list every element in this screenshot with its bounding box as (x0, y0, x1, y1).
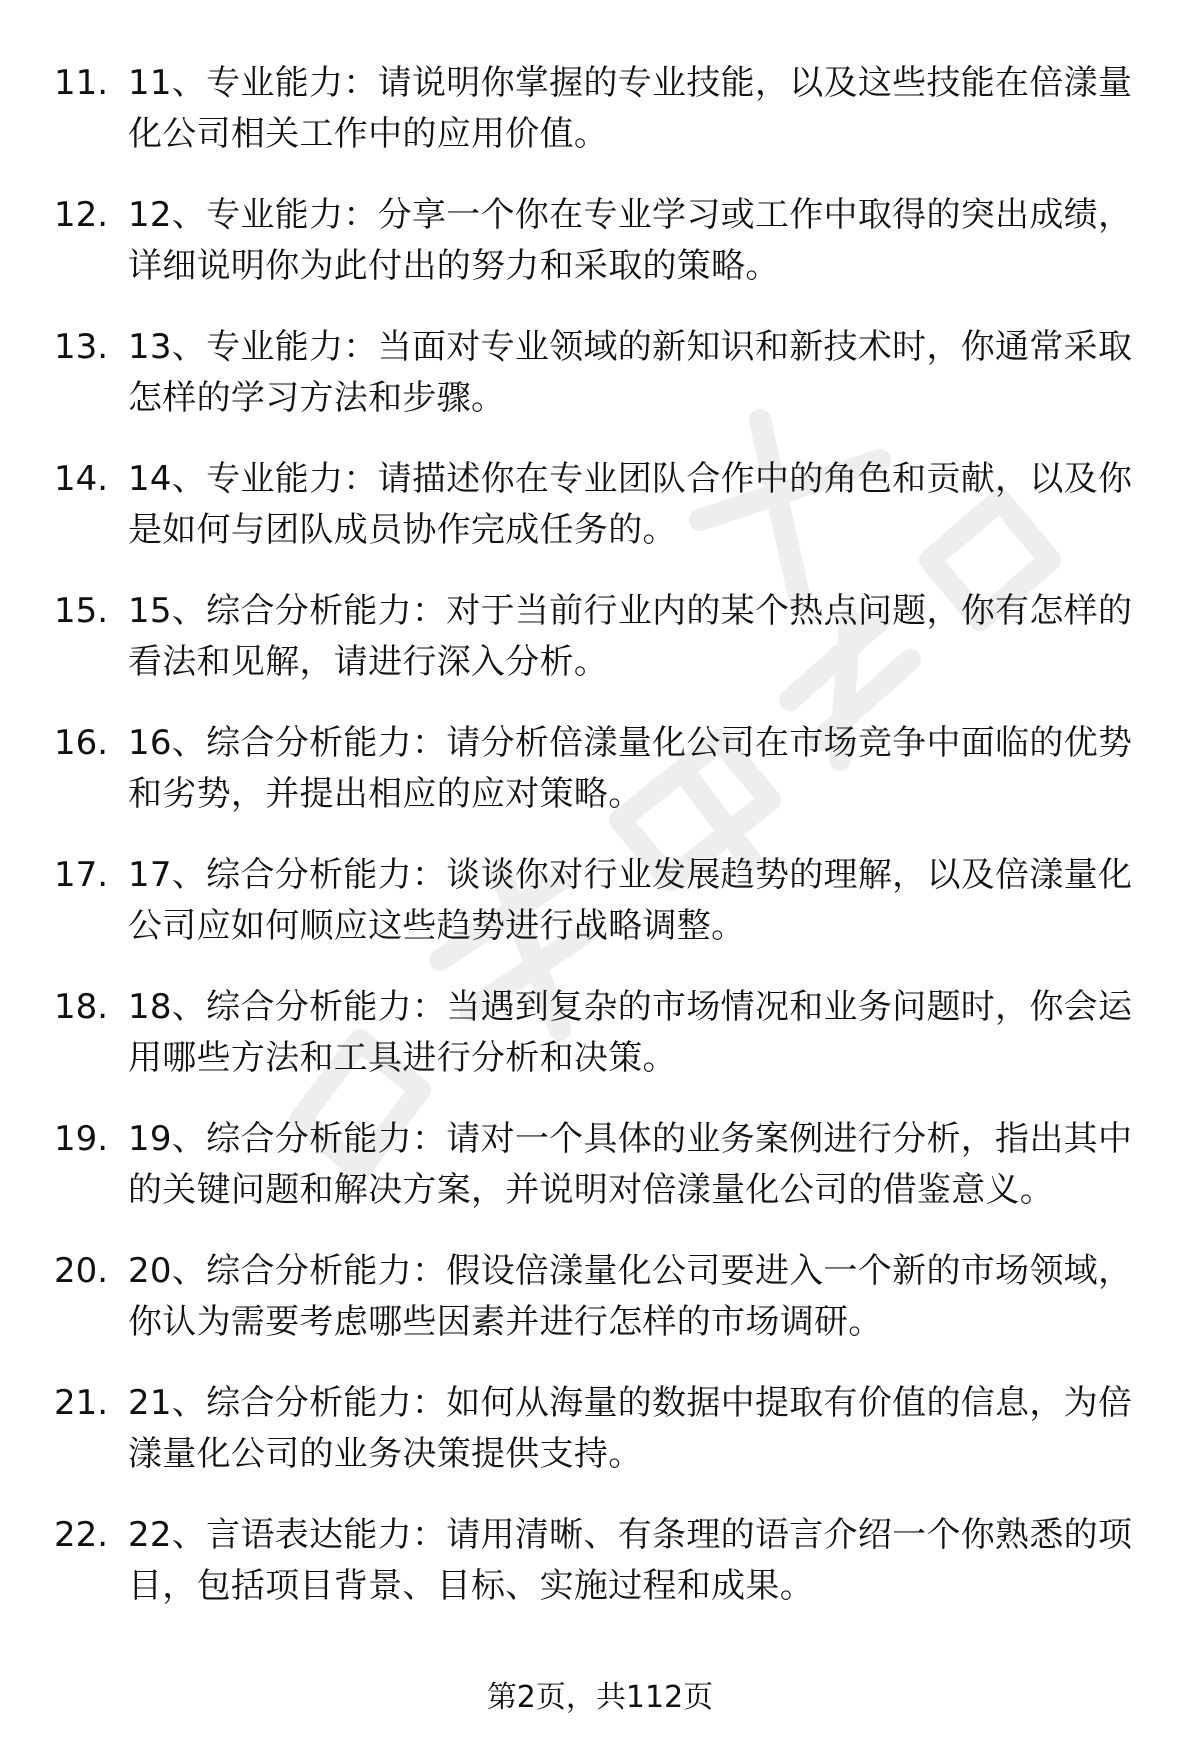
question-item (0, 1246, 1200, 1378)
question-number: 15. (54, 591, 109, 631)
question-number: 20. (54, 1251, 109, 1291)
question-number: 17. (54, 855, 109, 895)
question-text: 20、综合分析能力：假设倍漾量化公司要进入一个新的市场领域，你认为需要考虑哪些因素并进行怎样的市场调研。 (128, 1251, 1133, 1342)
question-item (0, 982, 1200, 1114)
question-text: 18、综合分析能力：当遇到复杂的市场情况和业务问题时，你会运用哪些方法和工具进行分析和决策。 (128, 987, 1133, 1078)
question-text: 13、专业能力：当面对专业领域的新知识和新技术时，你通常采取怎样的学习方法和步骤。 (128, 327, 1133, 418)
question-number: 13. (54, 327, 109, 367)
question-number: 19. (54, 1119, 109, 1159)
question-item (0, 454, 1200, 586)
question-text: 22、言语表达能力：请用清晰、有条理的语言介绍一个你熟悉的项目，包括项目背景、目标、实施过程和成果。 (128, 1515, 1133, 1606)
question-number: 22. (54, 1515, 109, 1555)
question-item (0, 1114, 1200, 1246)
question-text: 16、综合分析能力：请分析倍漾量化公司在市场竞争中面临的优势和劣势，并提出相应的应对策略。 (128, 723, 1133, 814)
question-number: 21. (54, 1383, 109, 1423)
page-number-footer: 第2页，共112页 (486, 1680, 714, 1715)
question-item (0, 718, 1200, 850)
question-item (0, 322, 1200, 454)
question-text: 11、专业能力：请说明你掌握的专业技能，以及这些技能在倍漾量化公司相关工作中的应用价值。 (128, 63, 1133, 154)
question-text: 17、综合分析能力：谈谈你对行业发展趋势的理解，以及倍漾量化公司应如何顺应这些趋势进行战略调整。 (128, 855, 1133, 946)
question-list (0, 58, 1200, 1642)
question-number: 16. (54, 723, 109, 763)
question-number: 12. (54, 195, 109, 235)
question-item (0, 190, 1200, 322)
question-item (0, 1510, 1200, 1642)
question-text: 19、综合分析能力：请对一个具体的业务案例进行分析，指出其中的关键问题和解决方案，并说明对倍漾量化公司的借鉴意义。 (128, 1119, 1133, 1210)
question-item (0, 58, 1200, 190)
question-item (0, 1378, 1200, 1510)
question-text: 21、综合分析能力：如何从海量的数据中提取有价值的信息，为倍漾量化公司的业务决策提供支持。 (128, 1383, 1133, 1474)
question-number: 14. (54, 459, 109, 499)
question-text: 15、综合分析能力：对于当前行业内的某个热点问题，你有怎样的看法和见解，请进行深入分析。 (128, 591, 1133, 682)
question-item (0, 586, 1200, 718)
question-item (0, 850, 1200, 982)
question-text: 14、专业能力：请描述你在专业团队合作中的角色和贡献，以及你是如何与团队成员协作完成任务的。 (128, 459, 1133, 550)
question-number: 11. (54, 63, 109, 103)
question-number: 18. (54, 987, 109, 1027)
question-text: 12、专业能力：分享一个你在专业学习或工作中取得的突出成绩，详细说明你为此付出的努力和采取的策略。 (128, 195, 1133, 286)
